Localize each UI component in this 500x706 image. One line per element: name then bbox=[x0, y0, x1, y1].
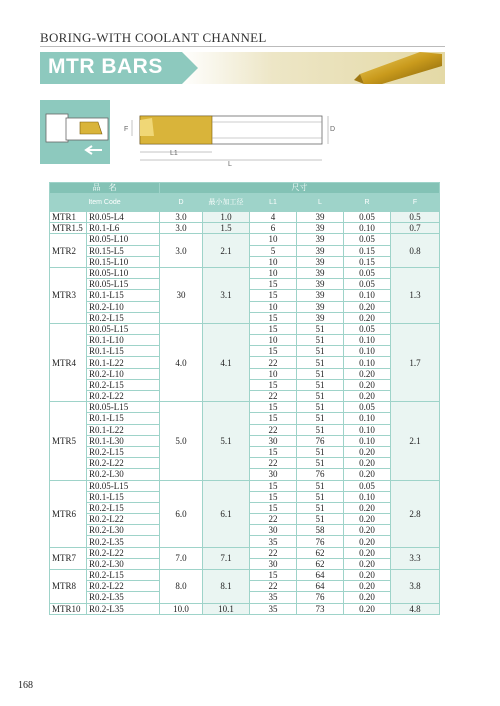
item-code-cell: R0.2-L35 bbox=[87, 592, 160, 603]
item-code-cell: R0.05-L15 bbox=[87, 279, 160, 290]
f-cell: 0.8 bbox=[391, 234, 440, 268]
r-cell: 0.20 bbox=[344, 536, 391, 547]
l-cell: 51 bbox=[297, 458, 344, 469]
l-cell: 51 bbox=[297, 391, 344, 402]
l1-cell: 15 bbox=[250, 491, 297, 502]
model-cell: MTR3 bbox=[50, 267, 87, 323]
item-code-cell: R0.05-L4 bbox=[87, 212, 160, 223]
item-code-cell: R0.1-L10 bbox=[87, 335, 160, 346]
r-cell: 0.05 bbox=[344, 234, 391, 245]
r-cell: 0.20 bbox=[344, 502, 391, 513]
f-cell: 2.1 bbox=[391, 402, 440, 480]
l-cell: 58 bbox=[297, 525, 344, 536]
item-code-cell: R0.05-L15 bbox=[87, 323, 160, 334]
l-cell: 51 bbox=[297, 424, 344, 435]
l1-cell: 35 bbox=[250, 536, 297, 547]
page-title: MTR BARS bbox=[48, 55, 163, 78]
dim-label-l: L bbox=[228, 161, 232, 168]
l-cell: 62 bbox=[297, 558, 344, 569]
l-cell: 39 bbox=[297, 234, 344, 245]
l1-cell: 35 bbox=[250, 603, 297, 614]
l1-cell: 30 bbox=[250, 558, 297, 569]
item-code-cell: R0.1-L15 bbox=[87, 491, 160, 502]
item-code-cell: R0.2-L15 bbox=[87, 446, 160, 457]
table-row bbox=[50, 603, 440, 614]
min-bore-cell: 10.1 bbox=[203, 603, 250, 614]
r-cell: 0.10 bbox=[344, 223, 391, 234]
r-cell: 0.20 bbox=[344, 368, 391, 379]
d-cell: 8.0 bbox=[160, 570, 203, 604]
min-bore-cell: 2.1 bbox=[203, 234, 250, 268]
l1-cell: 15 bbox=[250, 502, 297, 513]
l-cell: 64 bbox=[297, 581, 344, 592]
dim-label-l1: L1 bbox=[170, 150, 178, 157]
r-cell: 0.20 bbox=[344, 558, 391, 569]
l1-cell: 15 bbox=[250, 570, 297, 581]
model-cell: MTR10 bbox=[50, 603, 87, 614]
l1-cell: 30 bbox=[250, 469, 297, 480]
r-cell: 0.05 bbox=[344, 212, 391, 223]
l-cell: 51 bbox=[297, 346, 344, 357]
l1-cell: 10 bbox=[250, 368, 297, 379]
dim-label-d: D bbox=[330, 126, 336, 133]
l1-cell: 22 bbox=[250, 357, 297, 368]
l1-cell: 22 bbox=[250, 424, 297, 435]
min-bore-cell: 5.1 bbox=[203, 402, 250, 480]
r-cell: 0.20 bbox=[344, 391, 391, 402]
d-cell: 3.0 bbox=[160, 234, 203, 268]
item-code-cell: R0.05-L10 bbox=[87, 234, 160, 245]
item-code-cell: R0.2-L10 bbox=[87, 301, 160, 312]
r-cell: 0.10 bbox=[344, 435, 391, 446]
table-row bbox=[50, 480, 440, 491]
d-cell: 3.0 bbox=[160, 223, 203, 234]
f-cell: 1.7 bbox=[391, 323, 440, 401]
min-bore-cell: 7.1 bbox=[203, 547, 250, 569]
l-cell: 39 bbox=[297, 245, 344, 256]
table-row bbox=[50, 570, 440, 581]
l-cell: 76 bbox=[297, 469, 344, 480]
l1-cell: 15 bbox=[250, 402, 297, 413]
min-bore-cell: 8.1 bbox=[203, 570, 250, 604]
min-bore-cell: 3.1 bbox=[203, 267, 250, 323]
model-cell: MTR4 bbox=[50, 323, 87, 401]
l1-cell: 15 bbox=[250, 446, 297, 457]
r-cell: 0.20 bbox=[344, 458, 391, 469]
l1-cell: 10 bbox=[250, 267, 297, 278]
item-code-cell: R0.2-L22 bbox=[87, 458, 160, 469]
item-code-cell: R0.1-L30 bbox=[87, 435, 160, 446]
table-row bbox=[50, 267, 440, 278]
header-size: 尺寸 bbox=[160, 183, 440, 194]
model-cell: MTR2 bbox=[50, 234, 87, 268]
l-cell: 51 bbox=[297, 491, 344, 502]
model-cell: MTR5 bbox=[50, 402, 87, 480]
l-cell: 73 bbox=[297, 603, 344, 614]
d-cell: 30 bbox=[160, 267, 203, 323]
r-cell: 0.10 bbox=[344, 357, 391, 368]
l1-cell: 15 bbox=[250, 413, 297, 424]
col-min-bore: 最小加工径 bbox=[203, 194, 250, 212]
l1-cell: 10 bbox=[250, 301, 297, 312]
item-code-cell: R0.2-L15 bbox=[87, 502, 160, 513]
l1-cell: 22 bbox=[250, 391, 297, 402]
col-d: D bbox=[160, 194, 203, 212]
r-cell: 0.05 bbox=[344, 267, 391, 278]
r-cell: 0.10 bbox=[344, 335, 391, 346]
l1-cell: 15 bbox=[250, 323, 297, 334]
table-row bbox=[50, 234, 440, 245]
r-cell: 0.05 bbox=[344, 480, 391, 491]
table-row bbox=[50, 402, 440, 413]
l1-cell: 15 bbox=[250, 279, 297, 290]
model-cell: MTR7 bbox=[50, 547, 87, 569]
l1-cell: 10 bbox=[250, 234, 297, 245]
item-code-cell: R0.1-L15 bbox=[87, 290, 160, 301]
min-bore-cell: 4.1 bbox=[203, 323, 250, 401]
l-cell: 51 bbox=[297, 446, 344, 457]
l-cell: 64 bbox=[297, 570, 344, 581]
l1-cell: 15 bbox=[250, 312, 297, 323]
l-cell: 39 bbox=[297, 212, 344, 223]
l-cell: 39 bbox=[297, 256, 344, 267]
l-cell: 39 bbox=[297, 279, 344, 290]
item-code-cell: R0.2-L35 bbox=[87, 603, 160, 614]
d-cell: 6.0 bbox=[160, 480, 203, 547]
item-code-cell: R0.05-L15 bbox=[87, 402, 160, 413]
dim-label-f: F bbox=[124, 126, 129, 133]
l1-cell: 30 bbox=[250, 525, 297, 536]
l1-cell: 35 bbox=[250, 592, 297, 603]
l-cell: 51 bbox=[297, 480, 344, 491]
l1-cell: 10 bbox=[250, 256, 297, 267]
model-cell: MTR8 bbox=[50, 570, 87, 604]
r-cell: 0.20 bbox=[344, 469, 391, 480]
l-cell: 39 bbox=[297, 312, 344, 323]
page-number: 168 bbox=[18, 680, 33, 691]
l-cell: 76 bbox=[297, 536, 344, 547]
l1-cell: 15 bbox=[250, 346, 297, 357]
d-cell: 3.0 bbox=[160, 212, 203, 223]
r-cell: 0.05 bbox=[344, 323, 391, 334]
l-cell: 51 bbox=[297, 323, 344, 334]
l-cell: 39 bbox=[297, 267, 344, 278]
d-cell: 4.0 bbox=[160, 323, 203, 401]
col-f: F bbox=[391, 194, 440, 212]
f-cell: 0.7 bbox=[391, 223, 440, 234]
min-bore-cell: 6.1 bbox=[203, 480, 250, 547]
f-cell: 4.8 bbox=[391, 603, 440, 614]
spec-table bbox=[49, 182, 440, 615]
table-row bbox=[50, 547, 440, 558]
item-code-cell: R0.2-L22 bbox=[87, 547, 160, 558]
item-code-cell: R0.1-L22 bbox=[87, 357, 160, 368]
insert-tool-image bbox=[350, 44, 446, 88]
table-row bbox=[50, 323, 440, 334]
l-cell: 76 bbox=[297, 435, 344, 446]
d-cell: 7.0 bbox=[160, 547, 203, 569]
min-bore-cell: 1.0 bbox=[203, 212, 250, 223]
model-cell: MTR1 bbox=[50, 212, 87, 223]
item-code-cell: R0.2-L10 bbox=[87, 368, 160, 379]
l1-cell: 22 bbox=[250, 547, 297, 558]
l1-cell: 22 bbox=[250, 581, 297, 592]
r-cell: 0.20 bbox=[344, 312, 391, 323]
item-code-cell: R0.1-L15 bbox=[87, 346, 160, 357]
l-cell: 76 bbox=[297, 592, 344, 603]
l-cell: 39 bbox=[297, 290, 344, 301]
l-cell: 51 bbox=[297, 357, 344, 368]
r-cell: 0.20 bbox=[344, 603, 391, 614]
table-row bbox=[50, 212, 440, 223]
item-code-cell: R0.2-L30 bbox=[87, 525, 160, 536]
l1-cell: 22 bbox=[250, 458, 297, 469]
r-cell: 0.20 bbox=[344, 379, 391, 390]
table-row bbox=[50, 223, 440, 234]
d-cell: 10.0 bbox=[160, 603, 203, 614]
header-product-name: 品 名 bbox=[50, 183, 160, 194]
f-cell: 1.3 bbox=[391, 267, 440, 323]
r-cell: 0.20 bbox=[344, 581, 391, 592]
item-code-cell: R0.1-L15 bbox=[87, 413, 160, 424]
l-cell: 51 bbox=[297, 413, 344, 424]
r-cell: 0.15 bbox=[344, 245, 391, 256]
f-cell: 3.8 bbox=[391, 570, 440, 604]
item-code-cell: R0.15-L5 bbox=[87, 245, 160, 256]
model-cell: MTR1.5 bbox=[50, 223, 87, 234]
r-cell: 0.20 bbox=[344, 525, 391, 536]
min-bore-cell: 1.5 bbox=[203, 223, 250, 234]
l1-cell: 30 bbox=[250, 435, 297, 446]
l1-cell: 22 bbox=[250, 514, 297, 525]
col-r: R bbox=[344, 194, 391, 212]
l1-cell: 4 bbox=[250, 212, 297, 223]
f-cell: 3.3 bbox=[391, 547, 440, 569]
item-code-cell: R0.2-L35 bbox=[87, 536, 160, 547]
f-cell: 0.5 bbox=[391, 212, 440, 223]
r-cell: 0.20 bbox=[344, 301, 391, 312]
r-cell: 0.15 bbox=[344, 256, 391, 267]
col-l: L bbox=[297, 194, 344, 212]
tool-drawing bbox=[40, 100, 340, 170]
l1-cell: 15 bbox=[250, 379, 297, 390]
r-cell: 0.10 bbox=[344, 346, 391, 357]
f-cell: 2.8 bbox=[391, 480, 440, 547]
d-cell: 5.0 bbox=[160, 402, 203, 480]
col-item-code: Item Code bbox=[50, 194, 160, 212]
r-cell: 0.10 bbox=[344, 290, 391, 301]
item-code-cell: R0.05-L10 bbox=[87, 267, 160, 278]
l-cell: 39 bbox=[297, 301, 344, 312]
item-code-cell: R0.2-L22 bbox=[87, 514, 160, 525]
r-cell: 0.05 bbox=[344, 279, 391, 290]
l-cell: 39 bbox=[297, 223, 344, 234]
item-code-cell: R0.1-L22 bbox=[87, 424, 160, 435]
item-code-cell: R0.2-L30 bbox=[87, 469, 160, 480]
l-cell: 51 bbox=[297, 335, 344, 346]
l-cell: 51 bbox=[297, 514, 344, 525]
l1-cell: 6 bbox=[250, 223, 297, 234]
l-cell: 51 bbox=[297, 368, 344, 379]
r-cell: 0.20 bbox=[344, 547, 391, 558]
l-cell: 62 bbox=[297, 547, 344, 558]
l1-cell: 15 bbox=[250, 290, 297, 301]
col-l1: L1 bbox=[250, 194, 297, 212]
model-cell: MTR6 bbox=[50, 480, 87, 547]
r-cell: 0.20 bbox=[344, 446, 391, 457]
l-cell: 51 bbox=[297, 502, 344, 513]
item-code-cell: R0.2-L15 bbox=[87, 312, 160, 323]
item-code-cell: R0.2-L15 bbox=[87, 379, 160, 390]
item-code-cell: R0.05-L15 bbox=[87, 480, 160, 491]
r-cell: 0.10 bbox=[344, 413, 391, 424]
category-heading: BORING-WITH COOLANT CHANNEL bbox=[40, 30, 267, 45]
l-cell: 51 bbox=[297, 402, 344, 413]
r-cell: 0.20 bbox=[344, 514, 391, 525]
r-cell: 0.20 bbox=[344, 592, 391, 603]
r-cell: 0.20 bbox=[344, 570, 391, 581]
item-code-cell: R0.2-L22 bbox=[87, 391, 160, 402]
r-cell: 0.10 bbox=[344, 491, 391, 502]
item-code-cell: R0.2-L30 bbox=[87, 558, 160, 569]
item-code-cell: R0.1-L6 bbox=[87, 223, 160, 234]
item-code-cell: R0.2-L22 bbox=[87, 581, 160, 592]
r-cell: 0.10 bbox=[344, 424, 391, 435]
l-cell: 51 bbox=[297, 379, 344, 390]
item-code-cell: R0.15-L10 bbox=[87, 256, 160, 267]
l1-cell: 5 bbox=[250, 245, 297, 256]
item-code-cell: R0.2-L15 bbox=[87, 570, 160, 581]
r-cell: 0.05 bbox=[344, 402, 391, 413]
l1-cell: 15 bbox=[250, 480, 297, 491]
l1-cell: 10 bbox=[250, 335, 297, 346]
